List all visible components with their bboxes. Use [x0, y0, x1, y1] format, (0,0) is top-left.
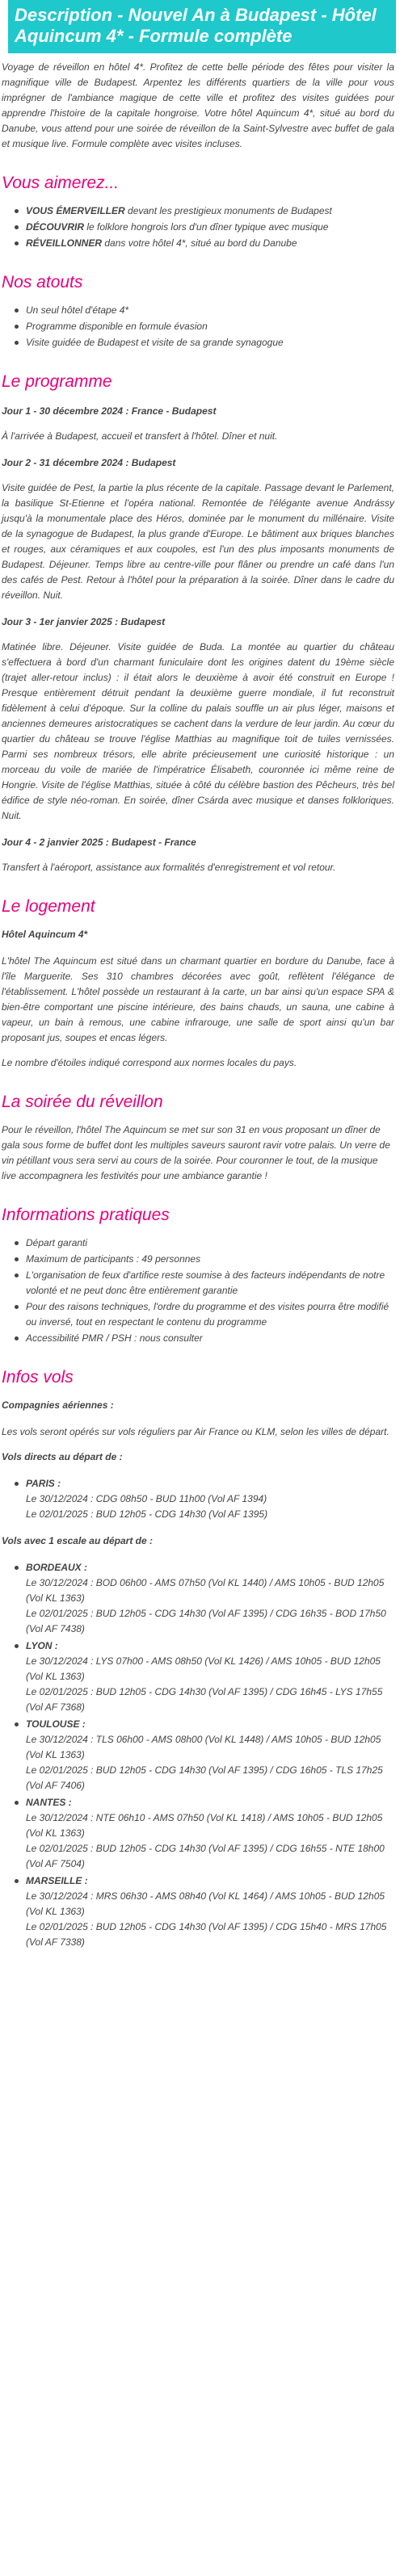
companies-text: Les vols seront opérés sur vols réguliers par Air France ou KLM, selon les villes de départ.: [2, 1426, 389, 1437]
hotel-name: Hôtel Aquincum 4*: [2, 929, 88, 940]
flight-line: Le 30/12/2024 : TLS 06h00 - AMS 08h00 (Vol KL 1448) / AMS 10h05 - BUD 12h05 (Vol KL 1363): [26, 1734, 381, 1760]
flight-line: Le 02/01/2025 : BUD 12h05 - CDG 14h30 (Vol AF 1395): [26, 1508, 268, 1520]
flight-line: Le 30/12/2024 : CDG 08h50 - BUD 11h00 (Vol AF 1394): [26, 1493, 267, 1504]
programme-title: Le programme: [2, 372, 112, 391]
flight-line: Le 30/12/2024 : BOD 06h00 - AMS 07h50 (Vol KL 1440) / AMS 10h05 - BUD 12h05 (Vol KL 1363): [26, 1577, 385, 1604]
list-item: Départ garanti: [15, 1236, 394, 1251]
flight-city: LYON :: [26, 1640, 58, 1651]
intro-text: Voyage de réveillon en hôtel 4*. Profitez de cette belle période des fêtes pour visiter la magnifique ville de Budapest. Arpentez les différents quartiers de la ville pour vous imprégner de l'ambiance magique de cette ville et profitez des visites guidées pour apprendre l'histoire de la capitale hongroise. Votre hôtel Aquincum 4*, situé au bord du Danube, vous attend pour une soirée de réveillon de la Saint-Sylvestre avec buffet de gala et musique live. Formule complète avec visites incluses.: [2, 61, 394, 149]
direct-flights-list: [15, 1476, 394, 1522]
vous-aimerez-list: [15, 203, 394, 251]
flight-city: NANTES :: [26, 1797, 72, 1808]
flight-city: MARSEILLE :: [26, 1875, 88, 1886]
atouts-title: Nos atouts: [2, 273, 83, 292]
hotel-description: L'hôtel The Aquincum est situé dans un charmant quartier en bordure du Danube, face à l'île Marguerite. Ses 310 chambres décorées avec goût, reflètent l'élégance de l'établissement. L'hôtel possède un restaurant à la carte, un bar ainsi qu'un espace SPA & bien-être comportant une piscine intérieure, des bains chauds, un sauna, une cabine à vapeur, un bain à remous, une cabine infrarouge, une salle de sport ainsi qu'un bar proposant jus, soupes et encas légers.: [2, 955, 394, 1043]
escale-flights-label: Vols avec 1 escale au départ de :: [2, 1535, 153, 1546]
flight-city: PARIS :: [26, 1478, 61, 1489]
logement-title: Le logement: [2, 897, 95, 916]
flight-line: Le 30/12/2024 : LYS 07h00 - AMS 08h50 (Vol KL 1426) / AMS 10h05 - BUD 12h05 (Vol KL 1363): [26, 1655, 381, 1682]
flight-city-item: [15, 1717, 394, 1794]
page-title: Description - Nouvel An à Budapest - Hôtel Aquincum 4* - Formule complète: [15, 5, 377, 46]
reveillon-title: La soirée du réveillon: [2, 1093, 163, 1111]
infos-vols-title: Infos vols: [2, 1368, 74, 1387]
reveillon-text: Pour le réveillon, l'hôtel The Aquincum se met sur son 31 en vous proposant un dîner de gala sous forme de buffet dont les multiples saveurs sauront ravir votre palais. Un verre de vin pétillant vous sera servi au cours de la soirée. Pour couronner le tout, de la musique live accompagnera les festivités pour une ambiance garantie !: [2, 1124, 390, 1181]
list-item: Maximum de participants : 49 personnes: [15, 1252, 394, 1267]
companies-label: Compagnies aériennes :: [2, 1399, 114, 1411]
day-3-text: Matinée libre. Déjeuner. Visite guidée de Buda. La montée au quartier du château s'effectuera à bord d'un charmant funiculaire dont les origines datent du 19ème siècle (trajet aller-retour inclus) : il était alors le deuxième à avoir été construit en Europe ! Presque entièrement détruit pendant la deuxième guerre mondiale, il fut reconstruit fidèlement à celui d'époque. Sur la colline du palais souffle un air plus léger, maisons et anciennes demeures aristocratiques se cachent dans la verdure de leur jardin. Au cœur du quartier du château se trouve l'église Matthias au magnifique toit de tuiles vernissées. Parmi ses nombreux trésors, elle abrite précieusement une curiosité historique : un morceau du voile de mariée de l'impératrice Élisabeth, couronnée ici même reine de Hongrie. Visite de l'église Matthias, située à côté du célèbre bastion des Pêcheurs, très bel édifice de style néo-roman. En soirée, dîner Csárda avec musique et danses folkloriques. Nuit.: [2, 641, 394, 821]
day-2-title: Jour 2 - 31 décembre 2024 : Budapest: [2, 457, 176, 468]
flight-line: Le 02/01/2025 : BUD 12h05 - CDG 14h30 (Vol AF 1395) / CDG 15h40 - MRS 17h05 (Vol AF 7338): [26, 1921, 387, 1948]
flight-city: TOULOUSE :: [26, 1718, 86, 1730]
flight-line: Le 02/01/2025 : BUD 12h05 - CDG 14h30 (Vol AF 1395) / CDG 16h05 - TLS 17h25 (Vol AF 7406): [26, 1764, 383, 1791]
day-2-text: Visite guidée de Pest, la partie la plus récente de la capitale. Passage devant le Parlement, la basilique St-Etienne et l'opéra national. Remontée de l'élégante avenue Andrássy jusqu'à la monumentale place des Héros, dominée par le monument du millénaire. Visite de la synagogue de Budapest, la plus grande d'Europe. Le bâtiment aux briques blanches et rouges, aux céramiques et aux coupoles, est l'un des plus imposants monuments de Budapest. Déjeuner. Temps libre au centre-ville pour flâner ou prendre un café dans l'un des cafés de Pest. Retour à l'hôtel pour la préparation à la soirée. Dîner dans le cadre du réveillon. Nuit.: [2, 482, 394, 601]
list-item: RÉVEILLONNER dans votre hôtel 4*, situé au bord du Danube: [15, 236, 394, 251]
flight-city-item: [15, 1476, 394, 1522]
flight-city-item: [15, 1560, 394, 1637]
description-content: [0, 53, 404, 1950]
day-3-title: Jour 3 - 1er janvier 2025 : Budapest: [2, 616, 166, 627]
day-1-text: À l'arrivée à Budapest, accueil et transfert à l'hôtel. Dîner et nuit.: [2, 430, 278, 442]
list-item: Programme disponible en formule évasion: [15, 319, 394, 334]
list-item: Accessibilité PMR / PSH : nous consulter: [15, 1331, 394, 1346]
stars-note: Le nombre d'étoiles indiqué correspond aux normes locales du pays.: [2, 1057, 297, 1068]
flight-line: Le 02/01/2025 : BUD 12h05 - CDG 14h30 (Vol AF 1395) / CDG 16h55 - NTE 18h00 (Vol AF 7504): [26, 1843, 385, 1869]
list-item: Un seul hôtel d'étape 4*: [15, 303, 394, 318]
flight-line: Le 02/01/2025 : BUD 12h05 - CDG 14h30 (Vol AF 1395) / CDG 16h45 - LYS 17h55 (Vol AF 7368): [26, 1686, 383, 1713]
day-4-title: Jour 4 - 2 janvier 2025 : Budapest - France: [2, 837, 196, 848]
list-item: Pour des raisons techniques, l'ordre du programme et des visites pourra être modifié ou inversé, tout en respectant le contenu du programme: [15, 1299, 394, 1330]
flight-city-item: [15, 1795, 394, 1872]
flight-city: BORDEAUX :: [26, 1562, 88, 1573]
title-banner: [8, 0, 396, 53]
infos-pratiques-list: [15, 1236, 394, 1346]
list-item: L'organisation de feux d'artifice reste soumise à des facteurs indépendants de notre volonté et ne peut donc être entièrement garantie: [15, 1268, 394, 1298]
flight-line: Le 30/12/2024 : MRS 06h30 - AMS 08h40 (Vol KL 1464) / AMS 10h05 - BUD 12h05 (Vol KL 1363): [26, 1890, 385, 1917]
list-item: DÉCOUVRIR le folklore hongrois lors d'un dîner typique avec musique: [15, 220, 394, 235]
list-item: Visite guidée de Budapest et visite de sa grande synagogue: [15, 335, 394, 350]
flight-line: Le 02/01/2025 : BUD 12h05 - CDG 14h30 (Vol AF 1395) / CDG 16h35 - BOD 17h50 (Vol AF 7438): [26, 1608, 386, 1634]
list-item: VOUS ÉMERVEILLER devant les prestigieux monuments de Budapest: [15, 203, 394, 219]
flight-city-item: [15, 1638, 394, 1715]
escale-flights-list: [15, 1560, 394, 1950]
flight-city-item: [15, 1873, 394, 1950]
infos-pratiques-title: Informations pratiques: [2, 1206, 170, 1224]
vous-aimerez-title: Vous aimerez...: [2, 174, 120, 192]
direct-flights-label: Vols directs au départ de :: [2, 1451, 123, 1462]
day-4-text: Transfert à l'aéroport, assistance aux formalités d'enregistrement et vol retour.: [2, 862, 336, 873]
atouts-list: [15, 303, 394, 350]
flight-line: Le 30/12/2024 : NTE 06h10 - AMS 07h50 (Vol KL 1418) / AMS 10h05 - BUD 12h05 (Vol KL 1363): [26, 1812, 383, 1839]
day-1-title: Jour 1 - 30 décembre 2024 : France - Budapest: [2, 405, 217, 417]
